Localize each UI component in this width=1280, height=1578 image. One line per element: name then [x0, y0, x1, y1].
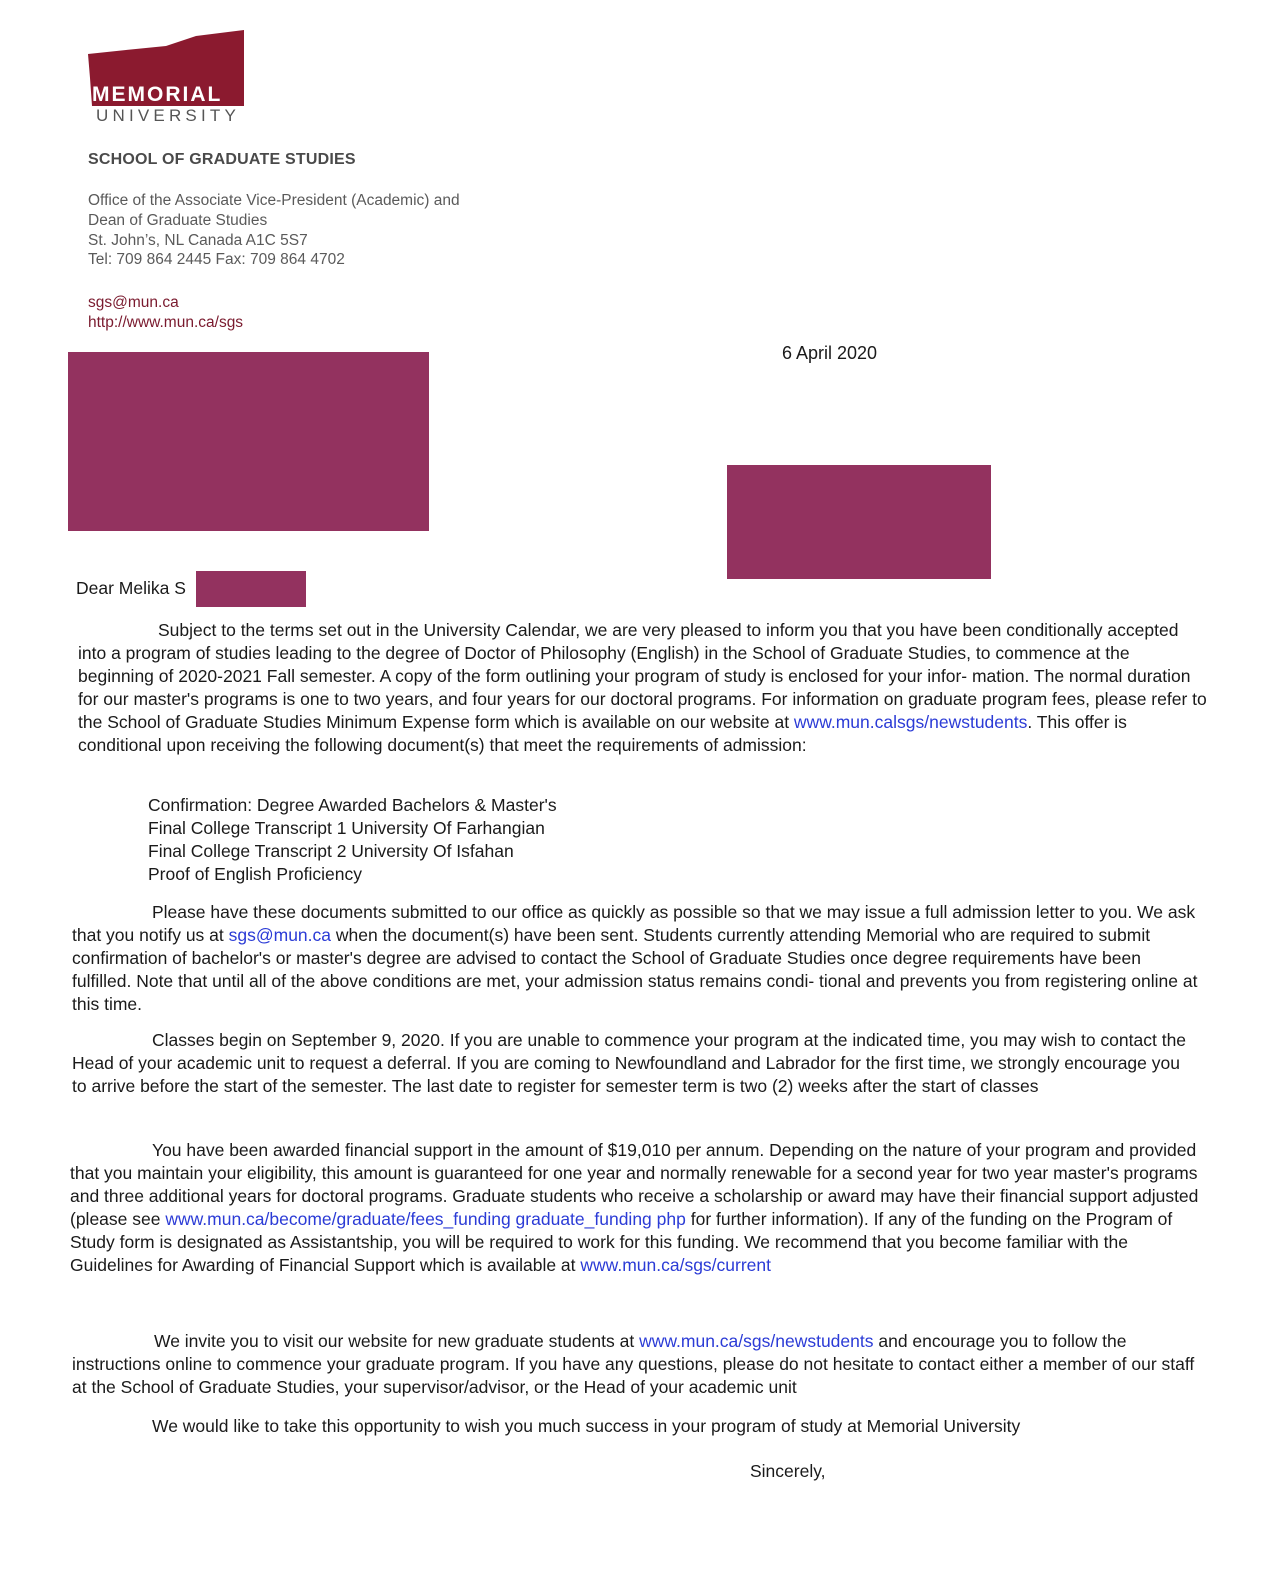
paragraph-admission: [78, 619, 1208, 757]
office-line: Office of the Associate Vice-President (Academic) and: [88, 192, 460, 209]
paragraph-text: . This offer is conditional upon receiving the following document(s) that meet the requirements of admission:: [78, 712, 1127, 755]
redacted-recipient-address: [68, 352, 429, 531]
letter-date: 6 April 2020: [782, 343, 878, 363]
paragraph-text: for further information). If any of the funding on the Program of Study form is designated as Assistantship, you will be required to work for this funding. We recommend that you become familiar with the Guidelines for Awarding of Financial Support which is available at: [70, 1209, 1173, 1275]
office-line: St. John’s, NL Canada A1C 5S7: [88, 231, 308, 249]
salutation-text: Dear Melika S: [76, 578, 186, 598]
paragraph-text: We invite you to visit our website for new graduate students at: [154, 1331, 640, 1351]
contact-block: [88, 293, 243, 333]
sgs-current-link[interactable]: www.mun.ca/sgs/current: [580, 1255, 772, 1275]
paragraph-text: You have been awarded financial support in the amount of $19,010 per annum. Depending on the nature of your program and provided that you maintain your eligibility, this amount is guaranteed for one year and normally renewable for a second year for two year master's programs and three additional years for doctoral programs. Graduate students who receive a scholarship or award may have their financial support adjusted (please see: [70, 1140, 1199, 1229]
list-item: Proof of English Proficiency: [148, 864, 362, 884]
office-line: Dean of Graduate Studies: [88, 211, 268, 229]
contact-email[interactable]: sgs@mun.ca: [88, 294, 179, 311]
redacted-block: [727, 465, 991, 579]
fees-funding-link[interactable]: www.mun.ca/become/graduate/fees_funding graduate_funding php: [165, 1209, 686, 1229]
logo-wordmark: MEMORIAL: [92, 83, 223, 106]
paragraph-text: and encourage you to follow the instructions online to commence your graduate program. If you have any questions, please do not hesitate to contact either a member of our staff at the School of Graduate Studies, your supervisor/advisor, or the Head of your academic unit: [72, 1331, 1195, 1397]
school-name: SCHOOL OF GRADUATE STUDIES: [88, 151, 356, 168]
office-line: Tel: 709 864 2445 Fax: 709 864 4702: [88, 251, 345, 269]
paragraph-text: We would like to take this opportunity to wish you much success in your program of study at Memorial University: [152, 1416, 1021, 1436]
logo-subtitle: UNIVERSITY: [96, 106, 241, 125]
paragraph-text: Please have these documents submitted to our office as quickly as possible so that we may issue a full admission letter to you. We ask that you notify us at: [72, 902, 1196, 945]
office-address: [88, 191, 460, 270]
list-item: Confirmation: Degree Awarded Bachelors & Master's: [148, 795, 557, 815]
paragraph-closing-wish: [72, 1415, 1198, 1438]
salutation: [76, 578, 186, 599]
paragraph-text: when the document(s) have been sent. Students currently attending Memorial who are required to submit confirmation of bachelor's or master's degree are advised to contact the School of Graduate Studies once degree requirements have been fulfilled. Note that until all of the above conditions are met, your admission status remains condi- tional and prevents you from registering online at this time.: [72, 925, 1198, 1014]
redacted-surname: [196, 571, 306, 607]
list-item: Final College Transcript 1 University Of Farhangian: [148, 818, 545, 838]
paragraph-text: Classes begin on September 9, 2020. If you are unable to commence your program at the indicated time, you may wish to contact the Head of your academic unit to request a deferral. If you are coming to Newfoundland and Labrador for the first time, we strongly encourage you to arrive before the start of the semester. The last date to register for semester term is two (2) weeks after the start of classes: [72, 1030, 1187, 1096]
closing: Sincerely,: [750, 1461, 826, 1481]
paragraph-funding: [70, 1139, 1204, 1277]
paragraph-text: Subject to the terms set out in the University Calendar, we are very pleased to inform you that you have been conditionally accepted into a program of studies leading to the degree of Doctor of Philosophy (English) in the School of Graduate Studies, to commence at the beginning of 2020-2021 Fall semester. A copy of the form outlining your program of study is enclosed for your infor- mation. The normal duration for our master's programs is one to two years, and four years for our doctoral programs. For information on graduate program fees, please refer to the School of Graduate Studies Minimum Expense form which is available on our website at: [78, 620, 1207, 732]
paragraph-classes: [72, 1029, 1198, 1098]
email-link[interactable]: sgs@mun.ca: [228, 925, 332, 945]
paragraph-documents: [72, 901, 1198, 1016]
required-documents-list: [148, 794, 557, 886]
paragraph-website: [72, 1330, 1198, 1399]
newstudents-website-link[interactable]: www.mun.ca/sgs/newstudents: [639, 1331, 874, 1351]
newstudents-link[interactable]: www.mun.calsgs/newstudents: [793, 712, 1028, 732]
contact-website[interactable]: http://www.mun.ca/sgs: [88, 314, 244, 331]
list-item: Final College Transcript 2 University Of Isfahan: [148, 841, 514, 861]
